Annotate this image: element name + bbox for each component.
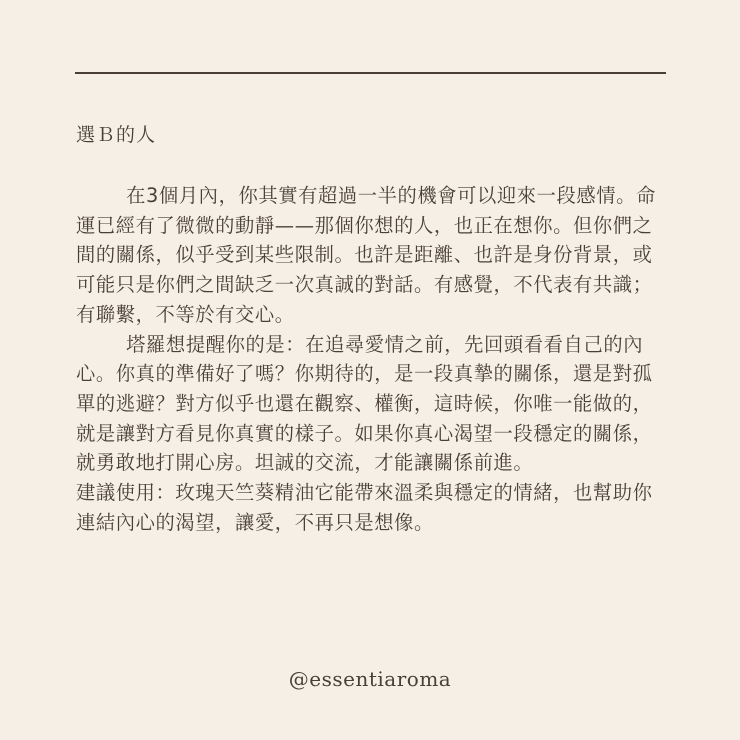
account-handle: @essentiaroma — [288, 667, 452, 691]
paragraph-advice: 塔羅想提醒你的是：在追尋愛情之前，先回頭看看自己的內心。你真的準備好了嗎？你期待的，是一段真摯的關係，還是對孤單的逃避？對方似乎也還在觀察、權衡，這時候，你唯一能做的，就是讓對方看見你真實的樣子。如果你真心渴望一段穩定的關係，就勇敢地打開心房。坦誠的交流，才能讓關係前進。 — [76, 332, 653, 475]
paragraph-recommendation: 建議使用：玫瑰天竺葵精油它能帶來溫柔與穩定的情緒，也幫助你連結內心的渴望，讓愛，不再只是想像。 — [76, 481, 653, 534]
body-text — [76, 181, 666, 537]
section-heading: 選Ｂ的人 — [76, 124, 157, 146]
paragraph-reading: 在3個月內，你其實有超過一半的機會可以迎來一段感情。命運已經有了微微的動靜——那個你想的人，也正在想你。但你們之間的關係，似乎受到某些限制。也許是距離、也許是身份背景，或可能只是你們之間缺乏一次真誠的對話。有感覺，不代表有共識；有聯繫，不等於有交心。 — [76, 184, 656, 326]
top-divider — [75, 72, 666, 74]
